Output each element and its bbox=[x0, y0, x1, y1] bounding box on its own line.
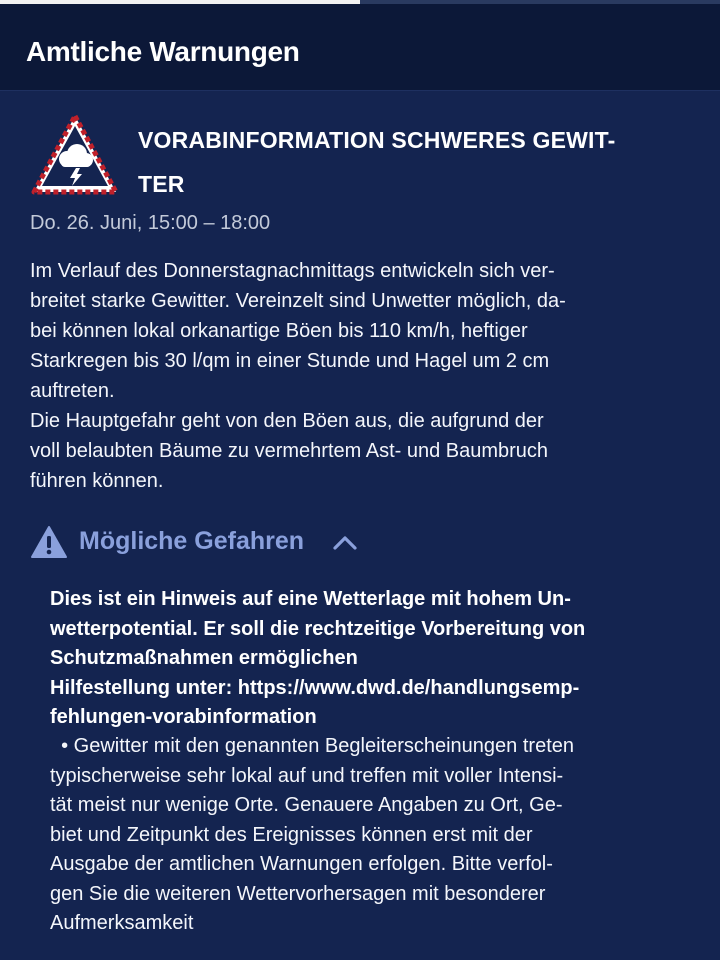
detail-line: Aufmerksamkeit bbox=[50, 912, 194, 934]
detail-line: typischerweise sehr lokal auf und treffen mit voller Intensi- bbox=[50, 764, 564, 787]
warning-title-line: TER bbox=[138, 171, 185, 197]
possible-dangers-label: Mögliche Gefahren bbox=[79, 527, 305, 555]
story-progress-fill bbox=[0, 0, 360, 4]
hint-line: wetterpotential. Er soll die rechtzeitige Vorbereitung von bbox=[50, 617, 586, 640]
dangers-hint bbox=[50, 585, 710, 733]
dangers-detail bbox=[50, 732, 710, 939]
warning-triangle-icon bbox=[30, 525, 68, 559]
story-progress-bar bbox=[0, 0, 720, 4]
hint-line: Schutzmaßnahmen ermöglichen bbox=[50, 647, 358, 669]
hint-line: Hilfestellung unter: https://www.dwd.de/handlungsemp- bbox=[50, 676, 580, 699]
description-line: auftreten. bbox=[30, 380, 115, 402]
description-line: Im Verlauf des Donnerstagnachmittags entwickeln sich ver- bbox=[30, 260, 555, 282]
chevron-up-icon bbox=[332, 530, 358, 554]
warning-description bbox=[30, 256, 700, 496]
page-title: Amtliche Warnungen bbox=[26, 36, 300, 67]
hint-line: Dies ist ein Hinweis auf eine Wetterlage mit hohem Un- bbox=[50, 588, 571, 610]
warning-title-line: VORABINFORMATION SCHWERES GEWIT- bbox=[138, 127, 616, 153]
header-bar bbox=[0, 0, 720, 91]
possible-dangers-toggle[interactable] bbox=[30, 524, 390, 560]
warning-title bbox=[138, 118, 698, 206]
hint-line: fehlungen-vorabinformation bbox=[50, 706, 317, 728]
description-line: voll belaubten Bäume zu vermehrtem Ast- und Baumbruch bbox=[30, 440, 549, 462]
description-line: führen können. bbox=[30, 470, 164, 492]
thunderstorm-warning-icon bbox=[30, 112, 120, 196]
detail-line: tät meist nur wenige Orte. Genauere Angaben zu Ort, Ge- bbox=[50, 794, 563, 816]
detail-line: Ausgabe der amtlichen Warnungen erfolgen. Bitte verfol- bbox=[50, 853, 553, 875]
description-line: Starkregen bis 30 l/qm in einer Stunde und Hagel um 2 cm bbox=[30, 350, 550, 372]
description-line: bei können lokal orkanartige Böen bis 110 km/h, heftiger bbox=[30, 320, 528, 342]
description-line: breitet starke Gewitter. Vereinzelt sind Unwetter möglich, da- bbox=[30, 290, 566, 312]
detail-line: gen Sie die weiteren Wettervorhersagen mit besonderer bbox=[50, 882, 546, 905]
warning-time-range: Do. 26. Juni, 15:00 – 18:00 bbox=[30, 212, 271, 234]
description-line: Die Hauptgefahr geht von den Böen aus, die aufgrund der bbox=[30, 410, 544, 432]
detail-line: • Gewitter mit den genannten Begleiterscheinungen treten bbox=[50, 735, 574, 757]
detail-line: biet und Zeitpunkt des Ereignisses können erst mit der bbox=[50, 823, 533, 846]
